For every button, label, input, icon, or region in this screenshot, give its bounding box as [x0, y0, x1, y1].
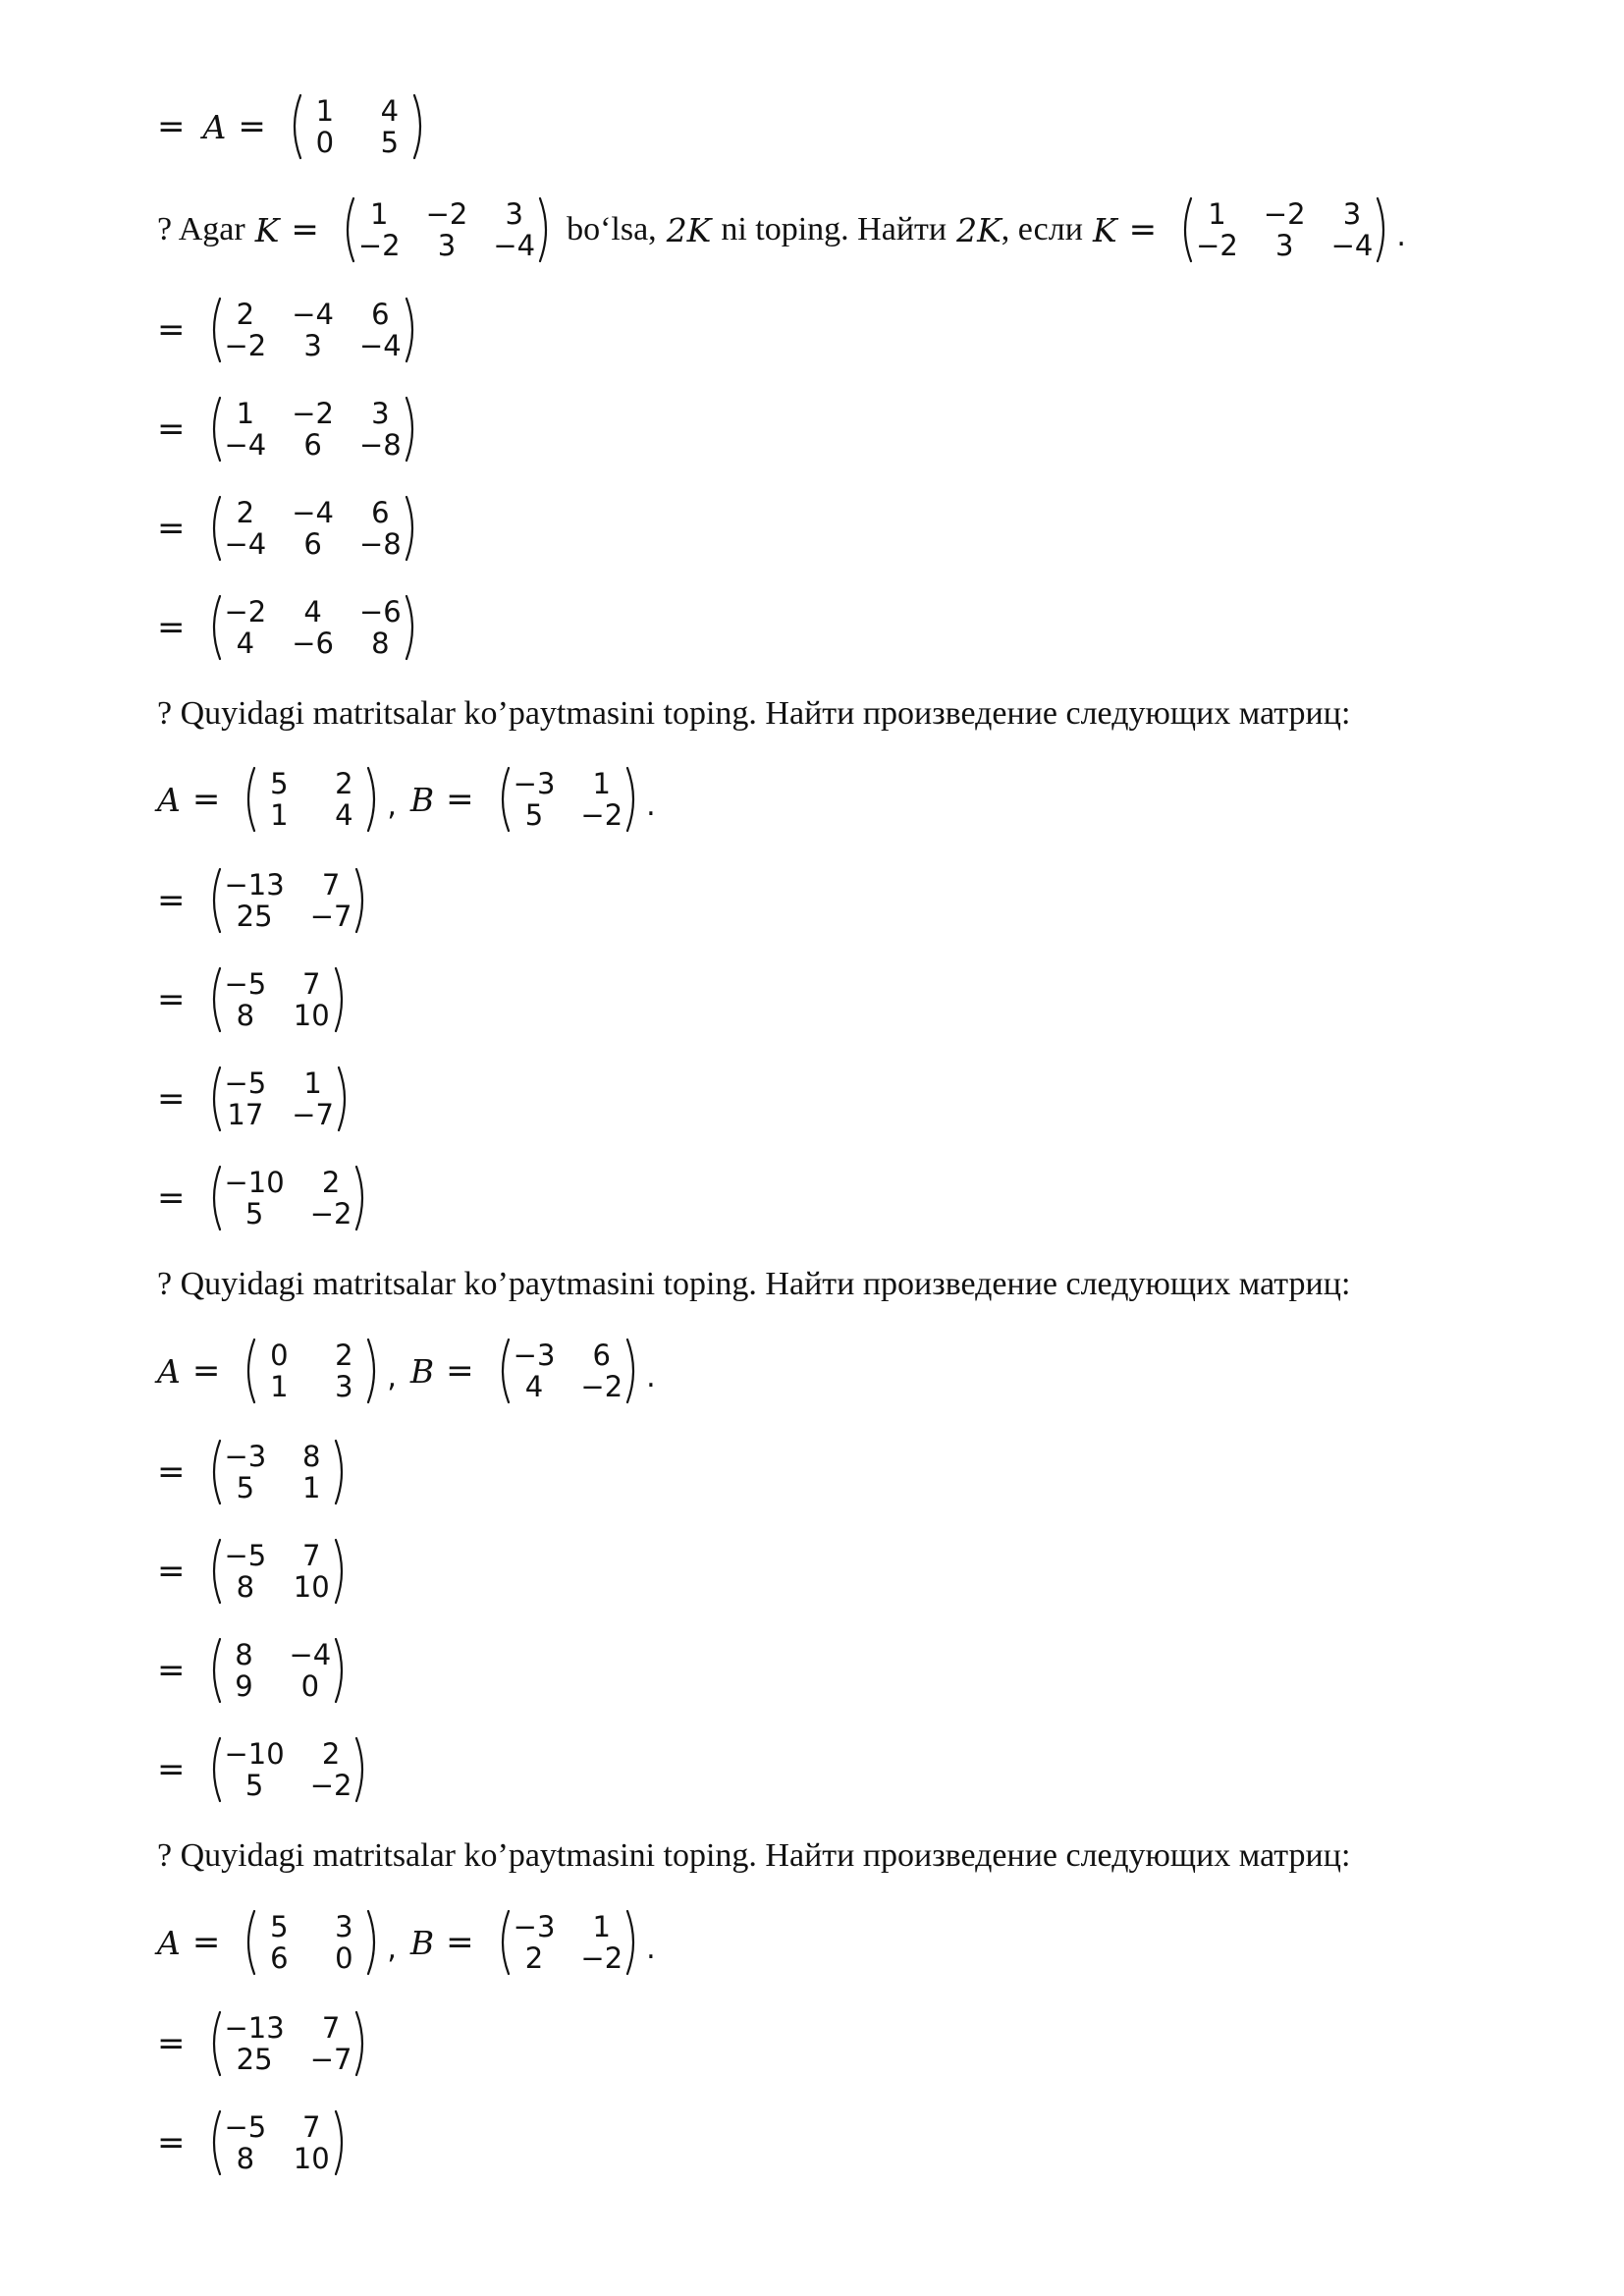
left-paren: [207, 1066, 223, 1132]
matrix-grid: [223, 968, 334, 1031]
matrix-cell: 1: [315, 94, 335, 128]
left-paren: [207, 1538, 223, 1605]
matrix-cell: 10: [293, 999, 330, 1032]
matrix-name: K: [1092, 210, 1117, 249]
matrix: [207, 2010, 370, 2077]
question-text-part: , если: [1001, 211, 1083, 247]
right-paren: [624, 1909, 640, 1976]
matrix-cell: 6: [303, 527, 322, 561]
matrix-grid: [223, 497, 404, 560]
left-paren: [207, 594, 223, 661]
matrix-cell: −2: [1263, 197, 1306, 231]
matrix: [496, 1909, 641, 1976]
equals-sign: =: [157, 980, 186, 1019]
matrix-cell: 2: [524, 1941, 544, 1975]
left-paren: [207, 1165, 223, 1231]
matrix: [207, 594, 419, 661]
matrix-cell: −4: [292, 496, 334, 529]
matrix-cell: 2: [236, 496, 255, 529]
question-text: [157, 695, 1350, 733]
matrix-grid: [223, 869, 354, 932]
answer-option: [157, 2010, 373, 2077]
right-paren: [365, 766, 381, 833]
left-paren: [207, 396, 223, 463]
right-paren: [333, 1637, 349, 1704]
right-paren: [537, 196, 553, 263]
right-paren: [353, 1736, 369, 1803]
matrix-cell: 1: [302, 1471, 321, 1504]
matrix-grid: [512, 1911, 625, 1974]
matrix-cell: 0: [335, 1941, 353, 1975]
matrix: [207, 396, 419, 463]
period: .: [646, 1360, 656, 1394]
matrix-grid: [223, 1738, 354, 1801]
equals-sign: =: [191, 1923, 221, 1962]
matrix-cell: 2: [236, 298, 255, 331]
matrix-cell: 2: [335, 1339, 353, 1372]
matrix-cell: −3: [513, 1910, 556, 1943]
matrix-cell: 4: [524, 1370, 544, 1403]
period: .: [646, 789, 656, 823]
period: .: [646, 1932, 656, 1966]
matrix: [207, 1736, 370, 1803]
equals-sign: =: [1128, 210, 1158, 249]
matrix-cell: −5: [224, 1066, 267, 1100]
matrix-name: K: [254, 210, 280, 249]
matrix-cell: 17: [227, 1098, 264, 1131]
matrix-cell: 7: [321, 868, 341, 902]
matrix-grid: [223, 1639, 334, 1702]
right-paren: [404, 297, 419, 363]
matrix-name-b: B: [409, 1923, 435, 1962]
given-matrices: [157, 1909, 656, 1976]
matrix-cell: 1: [303, 1066, 322, 1100]
left-paren: [207, 297, 223, 363]
matrix-cell: 8: [236, 999, 255, 1032]
matrix-cell: −2: [580, 1370, 623, 1403]
matrix-cell: −3: [224, 1440, 267, 1473]
matrix-cell: −5: [224, 1539, 267, 1572]
answer-option: [157, 1736, 373, 1803]
right-paren: [1375, 196, 1390, 263]
matrix-grid: [356, 198, 537, 261]
left-paren: [288, 93, 303, 160]
question-text: [157, 196, 1406, 263]
matrix-cell: −13: [224, 868, 285, 902]
matrix-cell: −2: [425, 197, 468, 231]
answer-option: [157, 297, 423, 363]
matrix-cell: −6: [292, 627, 334, 660]
matrix: [207, 2109, 350, 2176]
matrix-grid: [223, 299, 404, 361]
matrix-cell: −2: [309, 1769, 352, 1802]
matrix-cell: 1: [270, 798, 289, 832]
question-text: [157, 1837, 1350, 1875]
given-matrices: [157, 1338, 656, 1404]
matrix-cell: −2: [1196, 229, 1238, 262]
answer-option: [157, 1637, 352, 1704]
equals-sign: =: [157, 1079, 186, 1119]
matrix-cell: −2: [224, 329, 267, 362]
question-prefix: ? Agar: [157, 211, 245, 247]
matrix-cell: 9: [235, 1669, 253, 1703]
matrix-cell: 25: [236, 900, 273, 933]
matrix-cell: 8: [302, 1440, 321, 1473]
matrix-grid: [257, 768, 365, 831]
matrix-cell: 1: [592, 1910, 611, 1943]
matrix-cell: 5: [236, 1471, 255, 1504]
matrix-grid: [223, 1441, 334, 1503]
equals-sign: =: [157, 2024, 186, 2063]
matrix-cell: −13: [224, 2011, 285, 2045]
matrix-cell: 3: [437, 229, 457, 262]
equals-sign: =: [191, 1351, 221, 1391]
matrix-cell: 10: [293, 1570, 330, 1604]
matrix-cell: 5: [524, 798, 544, 832]
left-paren: [496, 766, 512, 833]
matrix: [207, 297, 419, 363]
equals-sign: =: [157, 1452, 186, 1492]
matrix-cell: −4: [1330, 229, 1374, 262]
matrix-cell: 10: [293, 2142, 330, 2175]
matrix-cell: 3: [505, 197, 523, 231]
matrix-cell: −3: [513, 767, 556, 800]
matrix-cell: 5: [270, 767, 289, 800]
answer-option: [157, 93, 431, 160]
equals-sign: =: [157, 881, 186, 920]
matrix-cell: 6: [371, 496, 390, 529]
answer-option: [157, 1538, 352, 1605]
equals-sign: =: [238, 107, 266, 146]
matrix-grid: [223, 596, 404, 659]
equals-sign: =: [446, 1923, 474, 1962]
matrix-cell: −2: [357, 229, 401, 262]
matrix-name-b: B: [409, 1351, 435, 1391]
equals-sign: =: [446, 1351, 474, 1391]
matrix-cell: −8: [359, 428, 402, 462]
answer-option: [157, 2109, 352, 2176]
matrix-cell: −10: [224, 1166, 285, 1199]
question-text: [157, 1266, 1350, 1303]
matrix: [207, 1066, 352, 1132]
answer-option: [157, 867, 373, 934]
matrix-cell: −7: [309, 2043, 352, 2076]
right-paren: [624, 1338, 640, 1404]
matrix-cell: −8: [359, 527, 402, 561]
matrix-cell: 3: [335, 1370, 353, 1403]
question-text-part: ni toping. Найти: [721, 211, 947, 247]
matrix-cell: −2: [292, 397, 334, 430]
matrix-cell: 25: [236, 2043, 273, 2076]
matrix-cell: 8: [236, 1570, 255, 1604]
right-paren: [411, 93, 427, 160]
answer-option: [157, 495, 423, 562]
matrix-grid: [223, 2111, 334, 2174]
equals-sign: =: [157, 1750, 186, 1789]
given-matrices: [157, 766, 656, 833]
matrix: [242, 766, 381, 833]
matrix-cell: 7: [302, 967, 321, 1001]
matrix-name-a: A: [157, 1351, 181, 1391]
comma: ,: [387, 1932, 397, 1966]
answer-option: [157, 966, 352, 1033]
equals-sign: =: [157, 107, 186, 146]
matrix-cell: 6: [592, 1339, 611, 1372]
matrix-name-a: A: [157, 780, 181, 819]
equals-sign: =: [191, 780, 221, 819]
matrix-cell: 1: [369, 197, 389, 231]
matrix-cell: 1: [236, 397, 255, 430]
math-term: 2K: [666, 210, 712, 249]
question-label: ? Quyidagi matritsalar ko’paytmasini toping. Найти произведение следующих матриц:: [157, 1266, 1351, 1302]
matrix-name-a: A: [157, 1923, 181, 1962]
question-label: ? Quyidagi matritsalar ko’paytmasini toping. Найти произведение следующих матриц:: [157, 695, 1351, 732]
matrix-grid: [223, 1167, 354, 1230]
matrix-cell: −4: [493, 229, 536, 262]
right-paren: [353, 2010, 369, 2077]
matrix-cell: −4: [289, 1638, 332, 1671]
matrix-grid: [223, 1067, 337, 1130]
matrix-cell: 1: [1208, 197, 1226, 231]
right-paren: [404, 495, 419, 562]
matrix-cell: −2: [580, 1941, 623, 1975]
matrix-cell: 4: [236, 627, 255, 660]
left-paren: [207, 2010, 223, 2077]
left-paren: [242, 766, 257, 833]
answer-option: [157, 594, 423, 661]
equals-sign: =: [157, 608, 186, 647]
matrix-cell: 6: [303, 428, 322, 462]
comma: ,: [387, 789, 397, 823]
matrix-cell: 5: [380, 126, 400, 159]
equals-sign: =: [157, 410, 186, 449]
matrix-grid: [512, 768, 625, 831]
matrix-cell: 5: [244, 1197, 264, 1230]
matrix-cell: 8: [371, 627, 390, 660]
left-paren: [496, 1338, 512, 1404]
matrix-cell: −7: [292, 1098, 334, 1131]
left-paren: [207, 2109, 223, 2176]
matrix-cell: 1: [592, 767, 611, 800]
answer-option: [157, 1439, 352, 1505]
matrix: [207, 1538, 350, 1605]
matrix: [207, 1637, 350, 1704]
matrix-cell: 3: [335, 1910, 353, 1943]
right-paren: [365, 1338, 381, 1404]
matrix: [1178, 196, 1390, 263]
left-paren: [207, 867, 223, 934]
matrix-cell: 7: [302, 1539, 321, 1572]
matrix-cell: 8: [235, 1638, 253, 1671]
matrix-cell: 8: [236, 2142, 255, 2175]
matrix-grid: [303, 95, 411, 158]
matrix-cell: −5: [224, 967, 267, 1001]
left-paren: [207, 1736, 223, 1803]
matrix: [242, 1338, 381, 1404]
matrix: [496, 766, 641, 833]
matrix-cell: −4: [224, 428, 267, 462]
right-paren: [333, 966, 349, 1033]
question-label: ? Quyidagi matritsalar ko’paytmasini toping. Найти произведение следующих матриц:: [157, 1837, 1351, 1874]
equals-sign: =: [446, 780, 474, 819]
equals-sign: =: [157, 1651, 186, 1690]
right-paren: [333, 1538, 349, 1605]
left-paren: [496, 1909, 512, 1976]
matrix-cell: −5: [224, 2110, 267, 2144]
equals-sign: =: [157, 1552, 186, 1591]
right-paren: [624, 766, 640, 833]
answer-option: [157, 396, 423, 463]
matrix-grid: [257, 1911, 365, 1974]
period: .: [1396, 219, 1406, 253]
matrix-cell: 5: [244, 1769, 264, 1802]
matrix: [496, 1338, 641, 1404]
right-paren: [353, 867, 369, 934]
matrix: [207, 867, 370, 934]
matrix: [341, 196, 553, 263]
matrix-cell: 2: [335, 767, 353, 800]
matrix-cell: 2: [321, 1737, 341, 1771]
matrix-cell: 3: [1342, 197, 1362, 231]
matrix-name: A: [202, 107, 227, 146]
matrix: [242, 1909, 381, 1976]
matrix-cell: 0: [300, 1669, 320, 1703]
matrix-cell: 5: [270, 1910, 289, 1943]
left-paren: [207, 1439, 223, 1505]
matrix-cell: 7: [302, 2110, 321, 2144]
left-paren: [207, 966, 223, 1033]
left-paren: [242, 1909, 257, 1976]
matrix-grid: [512, 1339, 625, 1402]
matrix-cell: 2: [321, 1166, 341, 1199]
question-text-part: bo‘lsa,: [567, 211, 657, 247]
matrix-cell: 3: [303, 329, 322, 362]
equals-sign: =: [157, 310, 186, 350]
matrix-grid: [257, 1339, 365, 1402]
matrix-cell: −4: [224, 527, 267, 561]
matrix-cell: −6: [359, 595, 402, 629]
left-paren: [207, 495, 223, 562]
left-paren: [1178, 196, 1194, 263]
equals-sign: =: [157, 2123, 186, 2162]
matrix-cell: −3: [513, 1339, 556, 1372]
left-paren: [341, 196, 356, 263]
matrix-cell: −7: [309, 900, 352, 933]
matrix-cell: 4: [303, 595, 322, 629]
right-paren: [333, 1439, 349, 1505]
matrix-grid: [223, 398, 404, 461]
right-paren: [404, 594, 419, 661]
matrix-cell: 1: [270, 1370, 289, 1403]
matrix-cell: 3: [371, 397, 390, 430]
left-paren: [207, 1637, 223, 1704]
matrix-cell: −4: [359, 329, 402, 362]
matrix-cell: −2: [309, 1197, 352, 1230]
answer-option: [157, 1165, 373, 1231]
matrix-grid: [223, 2012, 354, 2075]
matrix: [207, 966, 350, 1033]
matrix-cell: 6: [270, 1941, 289, 1975]
matrix-cell: 3: [1274, 229, 1294, 262]
matrix-cell: 7: [321, 2011, 341, 2045]
matrix-cell: −10: [224, 1737, 285, 1771]
matrix: [207, 1439, 350, 1505]
matrix-grid: [1194, 198, 1375, 261]
matrix-cell: −4: [292, 298, 334, 331]
comma: ,: [387, 1360, 397, 1394]
matrix: [207, 495, 419, 562]
equals-sign: =: [157, 509, 186, 548]
right-paren: [353, 1165, 369, 1231]
right-paren: [365, 1909, 381, 1976]
math-term: 2K: [956, 210, 1001, 249]
matrix-cell: −2: [224, 595, 267, 629]
matrix-cell: −2: [580, 798, 623, 832]
matrix-cell: 4: [335, 798, 353, 832]
right-paren: [333, 2109, 349, 2176]
matrix-cell: 6: [371, 298, 390, 331]
equals-sign: =: [291, 210, 319, 249]
matrix-cell: 4: [380, 94, 400, 128]
matrix-name-b: B: [409, 780, 435, 819]
answer-option: [157, 1066, 355, 1132]
matrix: [288, 93, 427, 160]
right-paren: [336, 1066, 352, 1132]
matrix: [207, 1165, 370, 1231]
matrix-cell: 0: [270, 1339, 289, 1372]
matrix-grid: [223, 1540, 334, 1603]
right-paren: [404, 396, 419, 463]
matrix-cell: 0: [315, 126, 335, 159]
equals-sign: =: [157, 1178, 186, 1218]
left-paren: [242, 1338, 257, 1404]
